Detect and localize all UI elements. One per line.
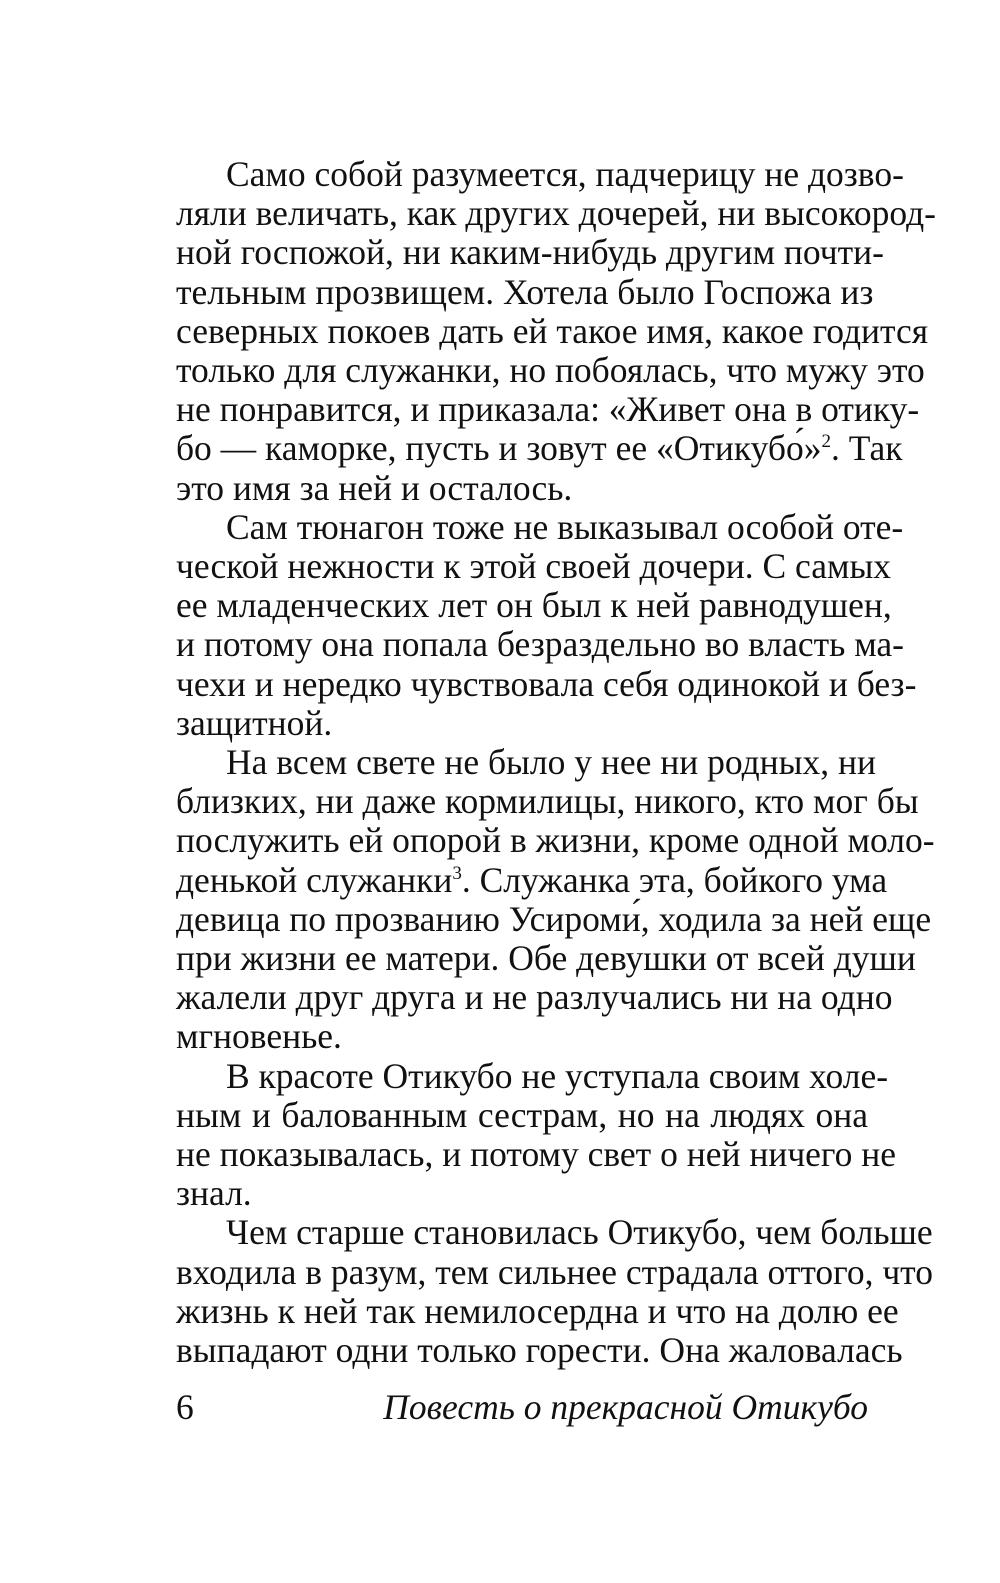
text-line: Само собой разумеется, падчерицу не дозво- xyxy=(226,154,904,194)
text-line: не показывалась, и потому свет о ней ничего не xyxy=(176,1134,896,1175)
page-footer xyxy=(176,1386,868,1426)
text-line: ной госпожой, ни каким-нибудь другим почти- xyxy=(176,232,884,273)
footnote-marker: 3 xyxy=(452,862,462,884)
page-number: 6 xyxy=(176,1387,194,1427)
text-segment: . Так xyxy=(830,428,903,469)
text-line: и потому она попала безраздельно во власть ма- xyxy=(176,624,904,665)
text-line: На всем свете не было у нее ни родных, ни xyxy=(226,742,876,783)
text-line: не понравится, и приказала: «Живет она в отику- xyxy=(176,389,920,430)
paragraph-3 xyxy=(176,742,935,1057)
text-segment: денькой служанки xyxy=(176,859,453,900)
text-line: Чем старше становилась Отикубо, чем больше xyxy=(226,1212,933,1253)
text-line: девица по прозванию Усироми́, ходила за ней еще xyxy=(176,898,932,939)
text-line: только для служанки, но побоялась, что мужу это xyxy=(176,350,925,391)
running-title: Повесть о прекрасной Отикубо xyxy=(383,1387,868,1427)
text-line xyxy=(176,859,888,900)
text-line: при жизни ее матери. Обе девушки от всей души xyxy=(176,938,916,979)
paragraph-1 xyxy=(176,154,936,508)
text-line: В красоте Отикубо не уступала своим холе- xyxy=(226,1055,889,1096)
text-line: тельным прозвищем. Хотела было Госпожа из xyxy=(176,271,874,312)
paragraph-4 xyxy=(176,1055,896,1214)
text-segment: . Служанка эта, бойкого ума xyxy=(461,859,888,900)
text-line: чехи и нередко чувствовала себя одинокой и без- xyxy=(176,663,917,704)
text-line: жалели друг друга и не разлучались ни на одно xyxy=(176,977,893,1018)
text-line: ее младенческих лет он был к ней равнодушен, xyxy=(176,585,892,626)
text-line: жизнь к ней так немилосердна и что на долю ее xyxy=(176,1290,899,1331)
text-line: Сам тюнагон тоже не выказывал особой оте- xyxy=(226,506,904,547)
paragraph-2 xyxy=(176,506,917,743)
text-line: это имя за ней и осталось. xyxy=(176,467,573,508)
text-segment: бо — каморке, пусть и зовут ее «Отикубо́» xyxy=(176,428,822,469)
text-line: мгновенье. xyxy=(176,1016,342,1057)
paragraph-5 xyxy=(176,1212,933,1371)
text-line: северных покоев дать ей такое имя, какое годится xyxy=(176,310,929,351)
text-line: близких, ни даже кормилицы, никого, кто мог бы xyxy=(176,781,919,822)
text-line: знал. xyxy=(176,1173,252,1214)
text-line: защитной. xyxy=(176,702,333,743)
text-line: послужить ей опорой в жизни, кроме одной моло- xyxy=(176,820,935,861)
body-text xyxy=(176,154,936,1371)
text-line: выпадают одни только горести. Она жаловалась xyxy=(176,1330,903,1371)
text-line: ным и балованным сестрам, но на людях она xyxy=(176,1094,868,1135)
text-line: входила в разум, тем сильнее страдала оттого, что xyxy=(176,1251,933,1292)
text-line: ляли величать, как других дочерей, ни высокород- xyxy=(176,193,936,234)
text-line: ческой нежности к этой своей дочери. С самых xyxy=(176,546,892,587)
footnote-marker: 2 xyxy=(821,431,831,453)
text-line xyxy=(176,428,903,469)
